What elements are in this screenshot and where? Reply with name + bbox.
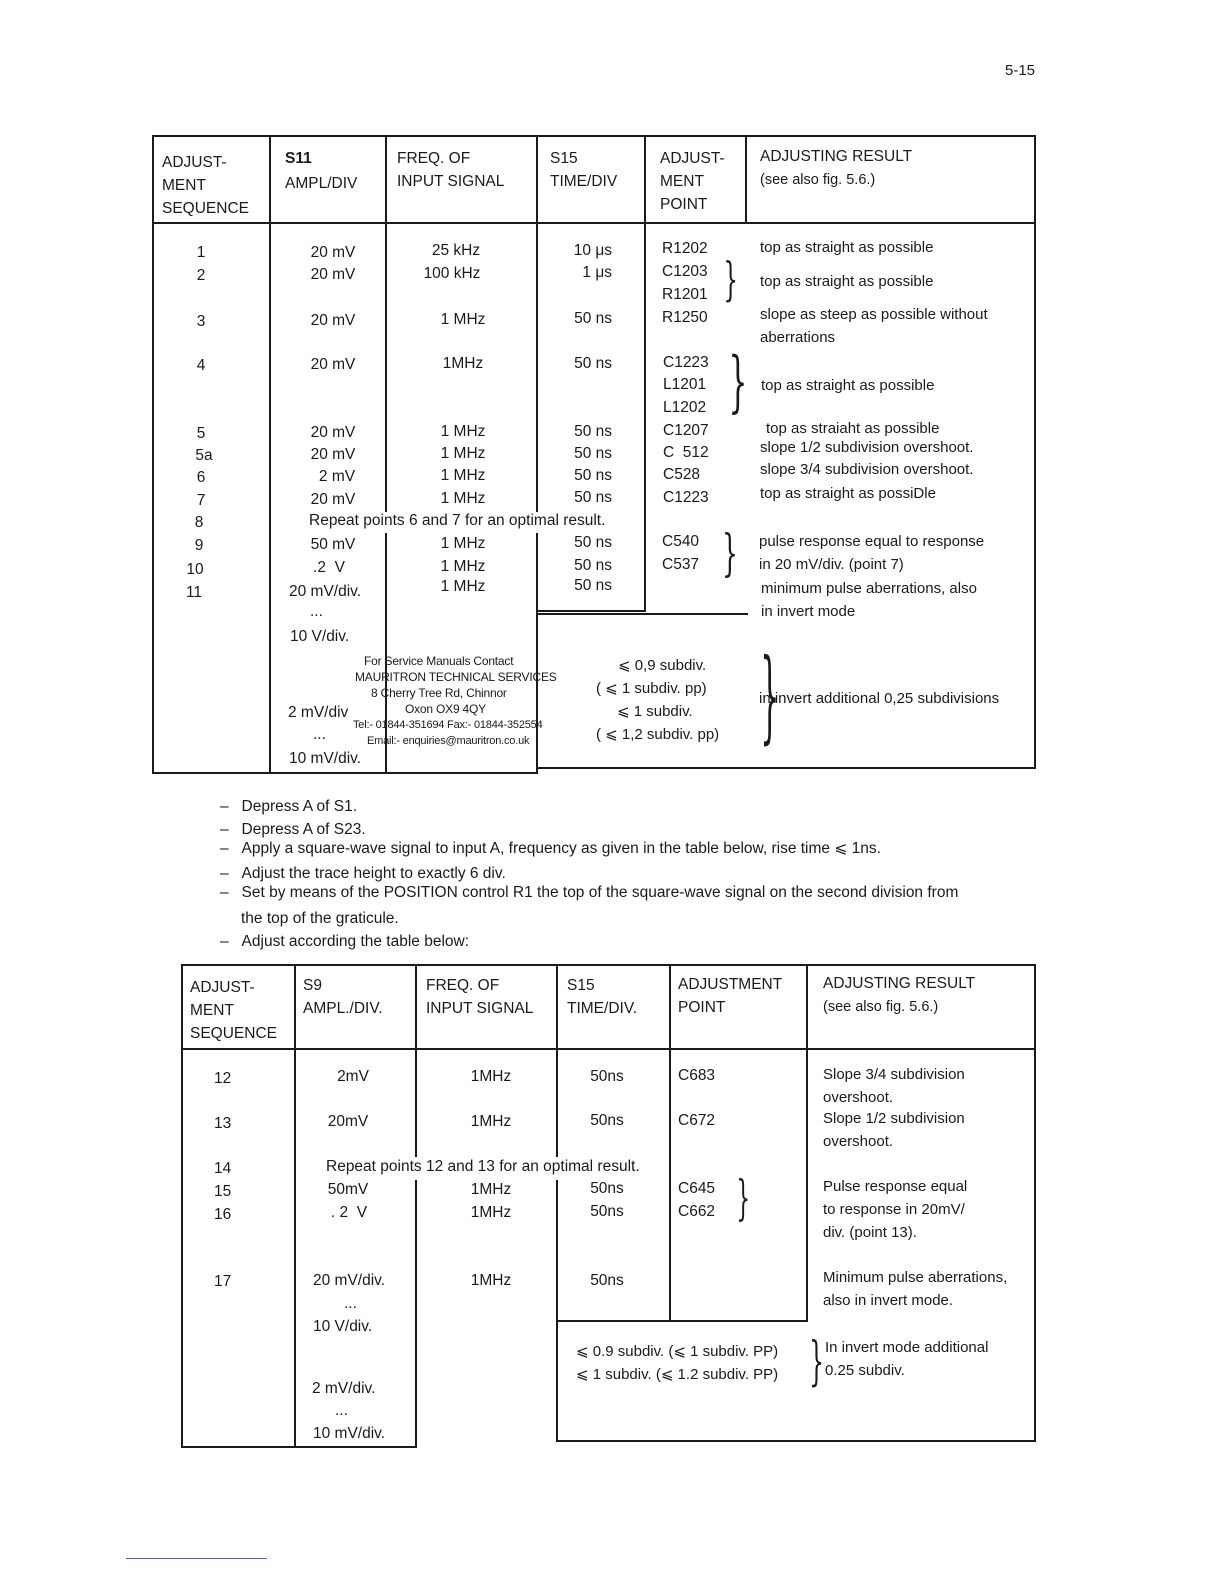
- table-1-col-line: [745, 135, 747, 222]
- ampl-cell: 20 mV: [310, 424, 356, 441]
- seq-cell: 6: [196, 469, 206, 486]
- table-2-col-line: [556, 964, 558, 1157]
- time-cell: 50ns: [590, 1180, 624, 1197]
- header-freq: FREQ. OF INPUT SIGNAL: [397, 150, 505, 190]
- result-cell: minimum pulse aberrations, also in invert mode: [761, 580, 977, 620]
- service-stamp-line: Oxon OX9 4QY: [405, 702, 486, 716]
- time-cell: 50 ns: [574, 423, 612, 440]
- freq-cell: 1 MHz: [440, 490, 486, 507]
- seq-cell: 8: [194, 514, 204, 531]
- point-cell: C645: [678, 1180, 716, 1197]
- point-cell: C537: [662, 556, 700, 573]
- header-point: ADJUSTMENT POINT: [678, 976, 783, 1016]
- table-2-col-line: [669, 964, 671, 1322]
- point-cell: C683: [678, 1067, 716, 1084]
- freq-cell: 1 MHz: [440, 423, 486, 440]
- footer-rule: [126, 1558, 267, 1559]
- seq-cell: 2: [196, 267, 206, 284]
- seq-cell: 4: [196, 357, 206, 374]
- span-cell: Repeat points 6 and 7 for an optimal result.: [309, 512, 606, 529]
- freq-cell: 1 MHz: [440, 467, 486, 484]
- point-cell: L1202: [663, 399, 707, 416]
- result-cell: top as straight as possible: [760, 239, 934, 256]
- header-freq: FREQ. OF INPUT SIGNAL: [426, 977, 534, 1017]
- ampl-cell: 2mV: [337, 1068, 369, 1085]
- tolerance-cell: ⩽ 0,9 subdiv.: [618, 657, 707, 674]
- ampl-cell: .2 V: [313, 559, 345, 576]
- page-number: 5-15: [1005, 62, 1036, 79]
- result-cell: in 20 mV/div. (point 7): [759, 556, 904, 573]
- table-1-left-border: [152, 135, 154, 774]
- list-item: – Set by means of the POSITION control R1 the top of the square-wave signal on the second division from: [220, 884, 959, 901]
- freq-cell: 1 MHz: [440, 311, 486, 328]
- result-cell: slope 1/2 subdivision overshoot.: [760, 439, 974, 456]
- list-item: – Apply a square-wave signal to input A, frequency as given in the table below, rise time ⩽ 1ns.: [220, 840, 881, 857]
- service-stamp-line: For Service Manuals Contact: [364, 654, 514, 668]
- result-cell: top as straight as possible: [761, 377, 935, 394]
- seq-cell: 12: [214, 1070, 232, 1087]
- table-1-right-border: [1034, 135, 1036, 769]
- ampl-ellipsis: ...: [335, 1402, 348, 1419]
- freq-cell: 1MHz: [470, 1113, 512, 1130]
- point-cell: L1201: [663, 376, 707, 393]
- time-cell: 50ns: [590, 1112, 624, 1129]
- ampl-cell: . 2 V: [330, 1204, 368, 1221]
- time-cell: 50 ns: [574, 557, 612, 574]
- table-1-bottom-border-right: [538, 767, 1036, 769]
- seq-cell: 1: [196, 244, 206, 261]
- ampl-cell: 10 V/div.: [290, 628, 350, 645]
- header-ampl: S9 AMPL./DIV.: [303, 977, 383, 1017]
- table-2-col-line: [294, 964, 296, 1448]
- table-1-col-line: [269, 135, 271, 774]
- table-2-col-line: [806, 964, 808, 1322]
- freq-cell: 25 kHz: [431, 242, 481, 259]
- table-1-bottom-border-left: [152, 772, 538, 774]
- seq-cell: 5: [196, 425, 206, 442]
- seq-cell: 7: [196, 492, 206, 509]
- header-result: ADJUSTING RESULT (see also fig. 5.6.): [823, 975, 976, 1015]
- point-cell: C1207: [663, 422, 709, 439]
- time-cell: 50ns: [590, 1068, 624, 1085]
- result-cell: Slope 3/4 subdivision overshoot.: [823, 1066, 965, 1106]
- list-item: – Adjust the trace height to exactly 6 div.: [220, 865, 506, 882]
- ampl-cell: 50mV: [327, 1181, 369, 1198]
- table-2-cell-line: [556, 1320, 808, 1322]
- freq-cell: 1MHz: [442, 355, 484, 372]
- service-stamp-line: Email:- enquiries@mauritron.co.uk: [367, 735, 530, 747]
- list-item: – Depress A of S23.: [220, 821, 366, 838]
- ampl-cell: 20 mV: [310, 266, 356, 283]
- time-cell: 50ns: [590, 1203, 624, 1220]
- result-cell: top as straight as possiDle: [760, 485, 936, 502]
- seq-cell: 11: [185, 584, 203, 601]
- table-1-col-line: [644, 135, 646, 612]
- tolerance-result: in invert additional 0,25 subdivisions: [759, 690, 1000, 707]
- point-cell: R1201: [662, 286, 708, 303]
- result-cell: Pulse response equal: [823, 1178, 968, 1195]
- table-2-top-border: [181, 964, 1036, 966]
- header-time: S15 TIME/DIV.: [567, 977, 638, 1017]
- service-stamp-line: Tel:- 01844-351694 Fax:- 01844-352554: [353, 719, 543, 731]
- tolerance-cell: ⩽ 1 subdiv.: [617, 703, 693, 720]
- table-2-col-line: [556, 1180, 558, 1442]
- table-2-bottom-border-right: [556, 1440, 1036, 1442]
- result-cell: Slope 1/2 subdivision overshoot.: [823, 1110, 965, 1150]
- span-cell: Repeat points 12 and 13 for an optimal result.: [326, 1158, 640, 1175]
- header-ampl: S11: [285, 150, 312, 167]
- ampl-ellipsis: ...: [310, 603, 323, 620]
- time-cell: 10 μs: [573, 242, 612, 259]
- point-cell: C528: [663, 466, 701, 483]
- table-2-right-border: [1034, 964, 1036, 1442]
- ampl-cell: 20 mV: [310, 244, 356, 261]
- table-1-top-border: [152, 135, 1036, 137]
- point-cell: C1203: [662, 263, 708, 280]
- table-1-col-line: [536, 533, 538, 774]
- header-seq: ADJUST- MENT SEQUENCE: [190, 979, 277, 1042]
- brace-icon: }: [809, 1332, 824, 1392]
- freq-cell: 1 MHz: [440, 558, 486, 575]
- brace-icon: }: [736, 1170, 751, 1226]
- table-2-header-divider: [181, 1048, 1036, 1050]
- time-cell: 50 ns: [574, 467, 612, 484]
- freq-cell: 1MHz: [470, 1068, 512, 1085]
- brace-icon: }: [728, 343, 748, 420]
- table-1-cell-line: [536, 610, 646, 612]
- result-cell: top as straight as possible: [760, 273, 934, 290]
- seq-cell: 16: [214, 1206, 232, 1223]
- list-item: – Adjust according the table below:: [220, 933, 470, 950]
- freq-cell: 1MHz: [470, 1181, 512, 1198]
- ampl-cell: 20 mV: [310, 356, 356, 373]
- time-cell: 50 ns: [574, 534, 612, 551]
- header-point: ADJUST- MENT POINT: [660, 150, 725, 213]
- ampl-cell: 2 mV: [318, 468, 356, 485]
- time-cell: 50 ns: [574, 489, 612, 506]
- table-1-col-line: [536, 135, 538, 512]
- table-2-left-border: [181, 964, 183, 1448]
- tolerance-cell: ( ⩽ 1,2 subdiv. pp): [596, 726, 720, 743]
- seq-cell: 13: [214, 1115, 232, 1132]
- table-1-cell-line: [536, 613, 748, 615]
- point-cell: C672: [678, 1112, 716, 1129]
- point-cell: C1223: [663, 354, 709, 371]
- seq-cell: 17: [214, 1273, 232, 1290]
- tolerance-cell: ⩽ 1 subdiv. (⩽ 1.2 subdiv. PP): [576, 1366, 779, 1383]
- time-cell: 1 μs: [582, 264, 612, 281]
- time-cell: 50 ns: [574, 577, 612, 594]
- result-cell: to response in 20mV/ div. (point 13).: [823, 1201, 965, 1241]
- table-2-col-line: [415, 1180, 417, 1448]
- seq-cell: 15: [214, 1183, 232, 1200]
- header-result: ADJUSTING RESULT (see also fig. 5.6.): [760, 148, 913, 188]
- result-cell: top as straiaht as possible: [766, 420, 940, 437]
- list-item-continued: the top of the graticule.: [241, 910, 399, 927]
- header-seq: ADJUST- MENT SEQUENCE: [162, 154, 249, 217]
- ampl-cell: 2 mV/div.: [312, 1380, 376, 1397]
- freq-cell: 1 MHz: [440, 578, 486, 595]
- table-1-header-divider: [152, 222, 1036, 224]
- header-time: S15 TIME/DIV: [550, 150, 618, 190]
- brace-icon: }: [723, 252, 738, 306]
- ampl-cell: 10 mV/div.: [289, 750, 362, 767]
- ampl-ellipsis: ...: [313, 726, 326, 743]
- freq-cell: 1 MHz: [440, 535, 486, 552]
- ampl-cell: 20 mV/div.: [313, 1272, 386, 1289]
- service-stamp-line: MAURITRON TECHNICAL SERVICES: [355, 670, 557, 684]
- seq-cell: 3: [196, 313, 206, 330]
- seq-cell: 10: [186, 561, 204, 578]
- header-ampl-sub: AMPL/DIV: [285, 175, 358, 192]
- point-cell: R1250: [662, 309, 708, 326]
- tolerance-cell: ⩽ 0.9 subdiv. (⩽ 1 subdiv. PP): [576, 1343, 779, 1360]
- ampl-cell: 20 mV: [310, 446, 356, 463]
- seq-cell: 14: [214, 1160, 232, 1177]
- point-cell: C662: [678, 1203, 716, 1220]
- seq-cell: 5a: [195, 447, 213, 464]
- point-cell: C 512: [663, 444, 709, 461]
- table-2-col-line: [415, 964, 417, 1157]
- service-stamp-line: 8 Cherry Tree Rd, Chinnor: [371, 686, 507, 700]
- ampl-cell: 2 mV/div: [288, 704, 349, 721]
- ampl-ellipsis: ...: [344, 1295, 357, 1312]
- ampl-cell: 10 mV/div.: [313, 1425, 386, 1442]
- tolerance-cell: ( ⩽ 1 subdiv. pp): [596, 680, 707, 697]
- ampl-cell: 50 mV: [310, 536, 356, 553]
- tolerance-result: In invert mode additional 0.25 subdiv.: [825, 1339, 989, 1379]
- ampl-cell: 20 mV: [310, 312, 356, 329]
- time-cell: 50 ns: [574, 355, 612, 372]
- point-cell: R1202: [662, 240, 708, 257]
- table-2-bottom-border-left: [181, 1446, 416, 1448]
- ampl-cell: 20mV: [327, 1113, 369, 1130]
- point-cell: C1223: [663, 489, 709, 506]
- time-cell: 50 ns: [574, 445, 612, 462]
- table-1-col-line: [385, 135, 387, 512]
- brace-icon: }: [760, 637, 780, 754]
- result-cell: slope 3/4 subdivision overshoot.: [760, 461, 974, 478]
- freq-cell: 1MHz: [470, 1272, 512, 1289]
- point-cell: C540: [662, 533, 700, 550]
- result-cell: slope as steep as possible without aberrations: [760, 306, 988, 346]
- freq-cell: 100 kHz: [423, 265, 481, 282]
- ampl-cell: 10 V/div.: [313, 1318, 373, 1335]
- ampl-cell: 20 mV/div.: [289, 583, 362, 600]
- ampl-cell: 20 mV: [310, 491, 356, 508]
- time-cell: 50 ns: [574, 310, 612, 327]
- seq-cell: 9: [194, 537, 204, 554]
- brace-icon: }: [721, 524, 738, 582]
- freq-cell: 1 MHz: [440, 445, 486, 462]
- result-cell: pulse response equal to response: [759, 533, 985, 550]
- freq-cell: 1MHz: [470, 1204, 512, 1221]
- list-item: – Depress A of S1.: [220, 798, 358, 815]
- result-cell: Minimum pulse aberrations, also in invert mode.: [823, 1269, 1008, 1309]
- time-cell: 50ns: [590, 1272, 624, 1289]
